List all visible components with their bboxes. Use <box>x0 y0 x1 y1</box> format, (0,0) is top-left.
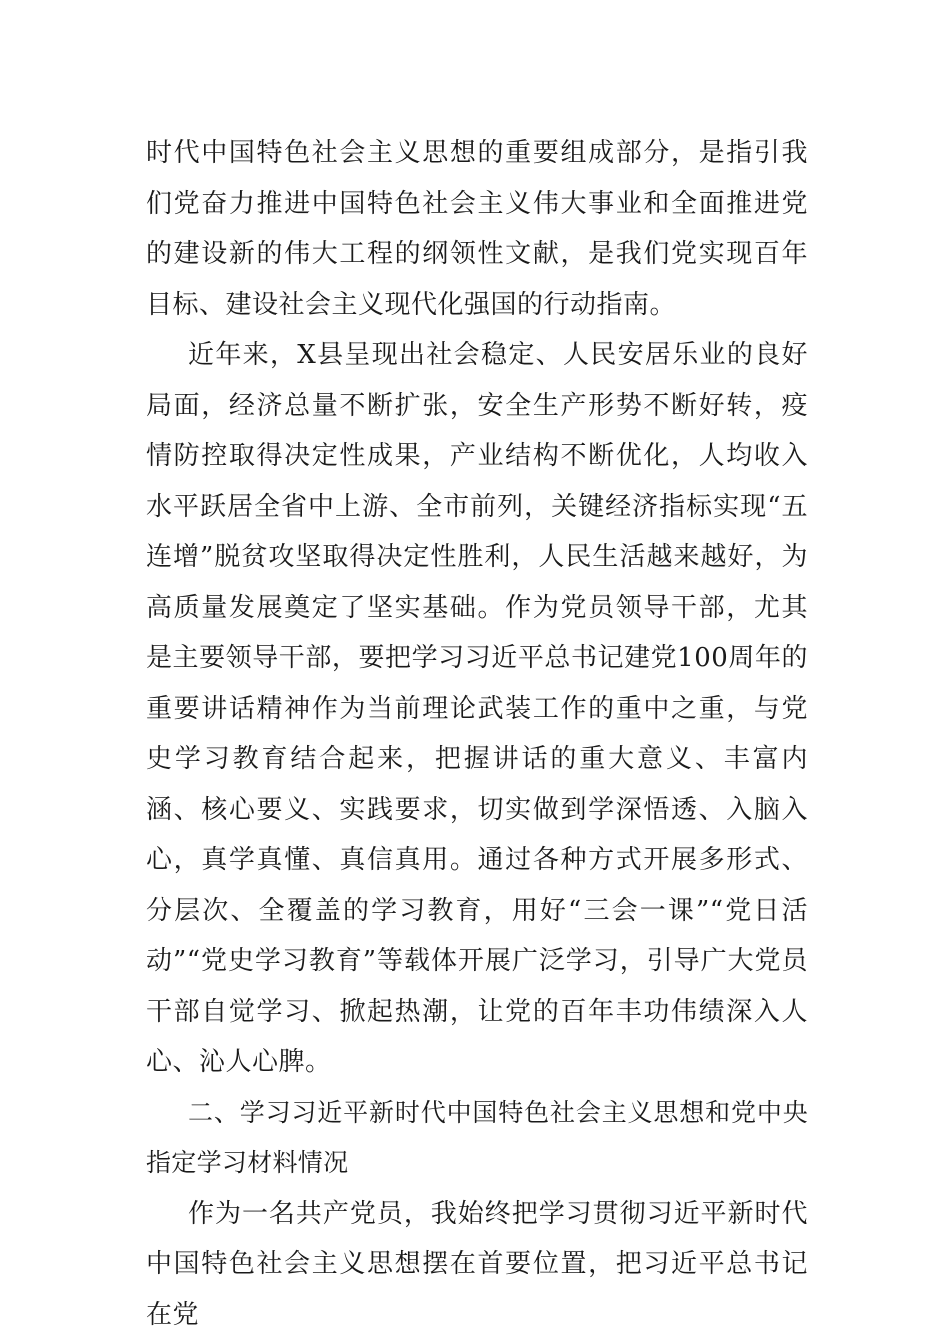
paragraph-party-member: 作为一名共产党员，我始终把学习贯彻习近平新时代中国特色社会主义思想摆在首要位置，把习近平总书记在党 <box>146 1198 808 1330</box>
paragraph-county-progress: 近年来，X县呈现出社会稳定、人民安居乐业的良好局面，经济总量不断扩张，安全生产形势不断好转，疫情防控取得决定性成果，产业结构不断优化，人均收入水平跃居全省中上游、全市前列，关键经济指标实现“五连增”脱贫攻坚取得决定性胜利，人民生活越来越好，为高质量发展奠定了坚实基础。作为党员领导干部，尤其是主要领导干部，要把学习习近平总书记建党100周年的重要讲话精神作为当前理论武装工作的重中之重，与党史学习教育结合起来，把握讲话的重大意义、丰富内涵、核心要义、实践要求，切实做到学深悟透、入脑入心，真学真懂、真信真用。通过各种方式开展多形式、分层次、全覆盖的学习教育，用好“三会一课”“党日活动”“党史学习教育”等载体开展广泛学习，引导广大党员干部自觉学习、掀起热潮，让党的百年丰功伟绩深入人心、沁人心脾。 <box>146 340 808 1077</box>
paragraph-continuation: 时代中国特色社会主义思想的重要组成部分，是指引我们党奋力推进中国特色社会主义伟大事业和全面推进党的建设新的伟大工程的纲领性文献，是我们党实现百年目标、建设社会主义现代化强国的行动指南。 <box>146 138 808 320</box>
document-body <box>146 128 808 1340</box>
section-heading: 二、学习习近平新时代中国特色社会主义思想和党中央指定学习材料情况 <box>146 1097 808 1177</box>
